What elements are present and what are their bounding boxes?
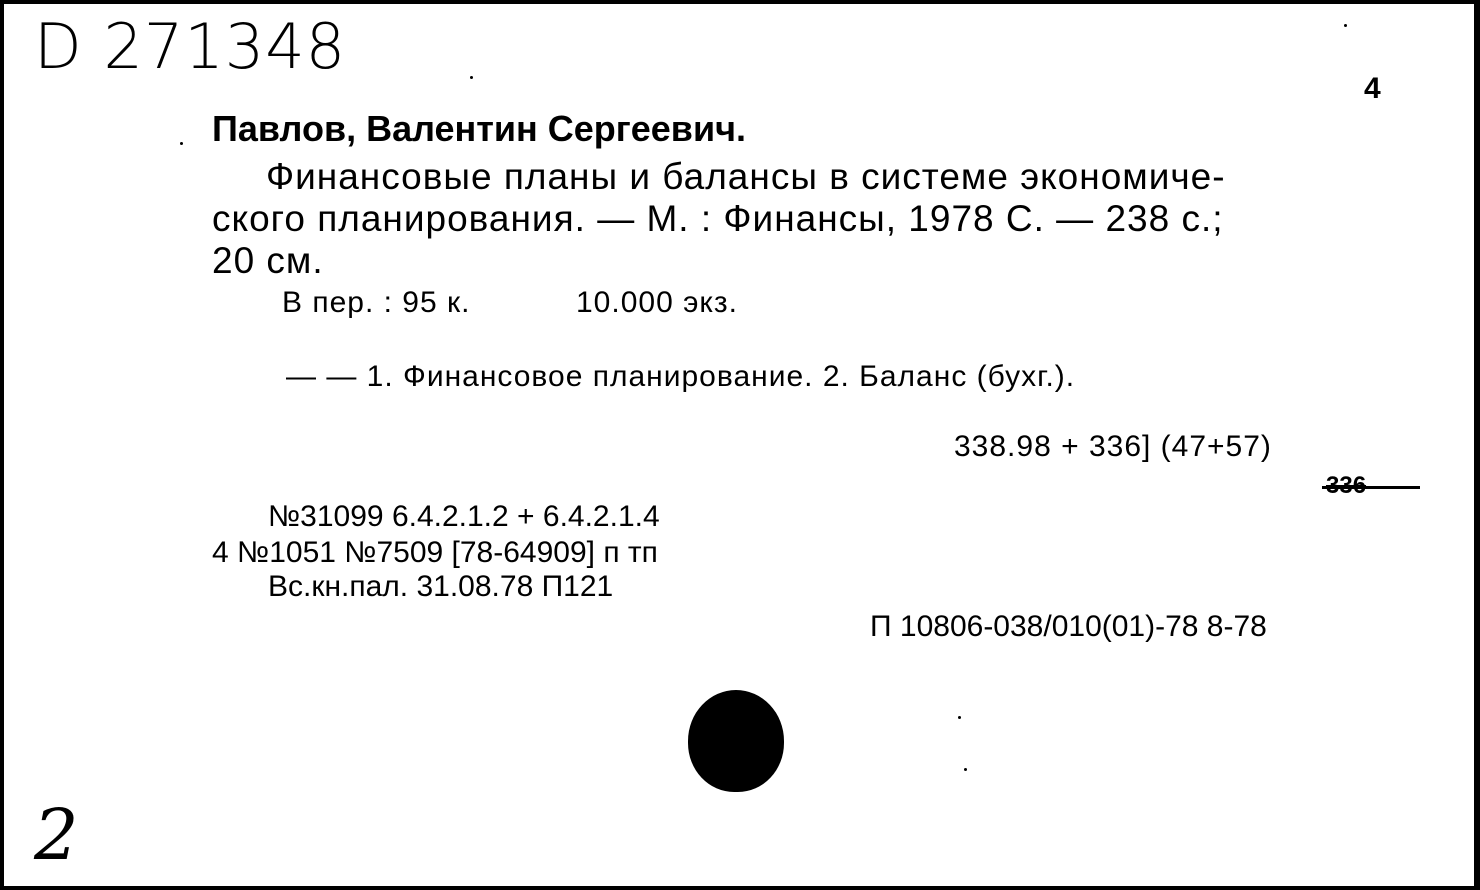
subject-headings: — — 1. Финансовое планирование. 2. Баланс (бухг.). — [286, 360, 1076, 393]
publisher-code: П 10806-038/010(01)-78 8-78 — [870, 610, 1267, 643]
price-line: В пер. : 95 к. — [282, 286, 471, 319]
record-line-3: Вс.кн.пал. 31.08.78 П121 — [268, 570, 614, 603]
title-line-1: Финансовые планы и балансы в системе экономиче- — [266, 156, 1226, 197]
strike-line — [1322, 486, 1420, 489]
speck — [958, 716, 961, 719]
handwritten-mark: 2 — [34, 794, 79, 876]
title-line-3: 20 см. — [212, 240, 324, 281]
author-heading: Павлов, Валентин Сергеевич. — [212, 108, 746, 149]
classification-index: 338.98 + 336] (47+57) — [954, 430, 1272, 463]
title-line-2: ского планирования. — М. : Финансы, 1978 С. — 238 с.; — [212, 198, 1224, 239]
speck — [180, 142, 183, 145]
speck — [470, 76, 473, 79]
speck — [1344, 24, 1347, 27]
record-line-1: №31099 6.4.2.1.2 + 6.4.2.1.4 — [268, 500, 660, 533]
card-number: 4 — [1364, 72, 1381, 105]
handwritten-call-number: D 271348 — [34, 10, 347, 83]
punch-hole — [688, 690, 784, 792]
catalog-card — [4, 4, 1474, 886]
speck — [964, 768, 967, 771]
record-line-2: 4 №1051 №7509 [78-64909] п тп — [212, 536, 658, 569]
copies-count: 10.000 экз. — [576, 286, 738, 319]
